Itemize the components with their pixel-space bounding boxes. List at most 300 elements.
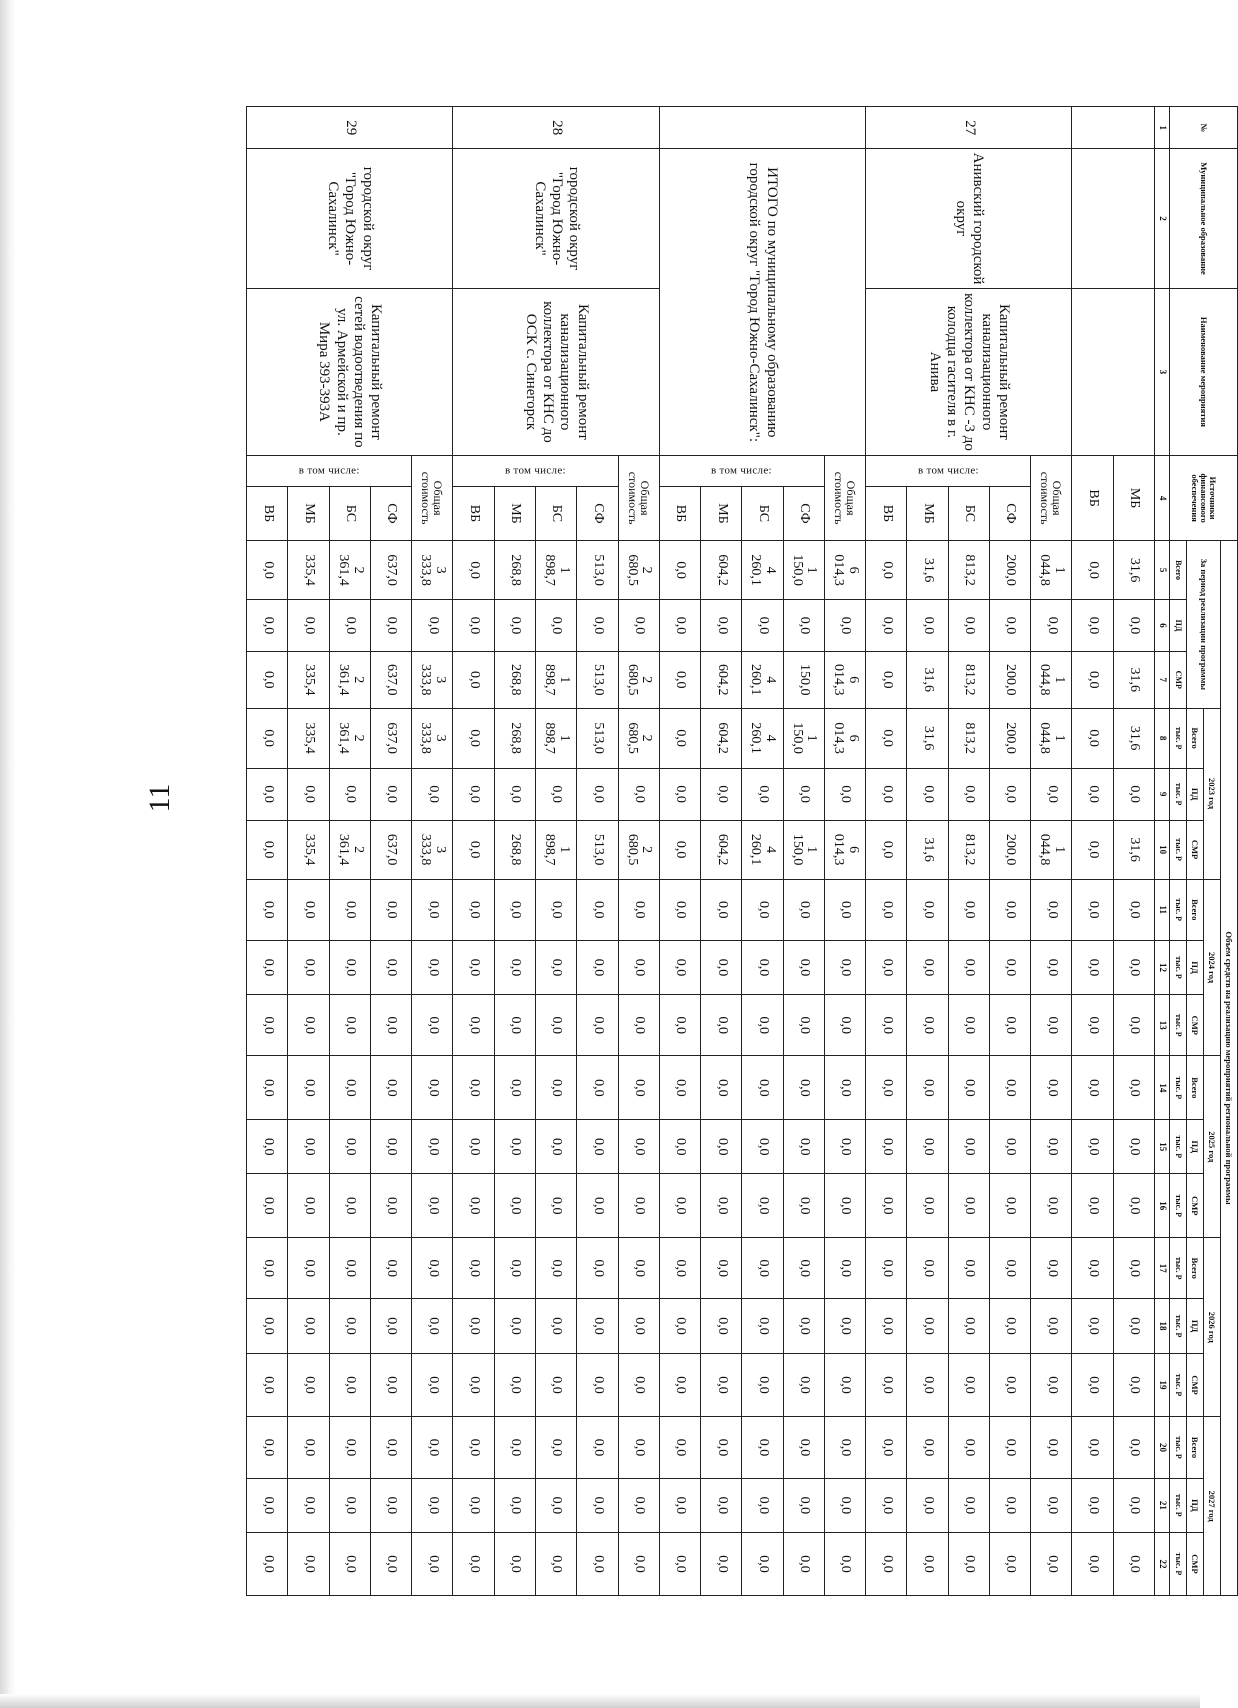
value-cell: 0,0 (701, 1056, 742, 1120)
value-cell: 1 150,0 (783, 541, 824, 600)
table-row (1113, 107, 1154, 1596)
table-row (824, 107, 865, 1596)
header-year: 2025 год (1204, 1056, 1221, 1238)
value-cell: 0,0 (247, 1478, 288, 1532)
header-sub-total: Всего (1170, 541, 1187, 600)
value-cell: 0,0 (1072, 1478, 1113, 1532)
value-cell: 0,0 (247, 879, 288, 940)
value-cell: 0,0 (948, 1056, 989, 1120)
value-cell: 0,0 (989, 940, 1030, 994)
header-sub-pd: ПД (1187, 1120, 1204, 1174)
value-cell: 0,0 (1113, 1478, 1154, 1532)
value-cell: 0,0 (1072, 708, 1113, 768)
value-cell: 0,0 (1072, 879, 1113, 940)
source-cell: ВБ (866, 486, 907, 540)
value-cell: 0,0 (329, 1417, 370, 1478)
header-sub-smr: СМР (1187, 1532, 1204, 1595)
value-cell: 0,0 (1031, 1478, 1072, 1532)
value-cell: 0,0 (742, 1120, 783, 1174)
row-number (659, 107, 865, 149)
value-cell: 0,0 (494, 1238, 535, 1299)
value-cell: 3 333,8 (412, 541, 453, 600)
value-cell: 0,0 (618, 1299, 659, 1353)
value-cell: 0,0 (247, 820, 288, 879)
value-cell: 31,6 (1113, 541, 1154, 600)
value-cell: 2 680,5 (618, 820, 659, 879)
header-unit: тыс. Р (1170, 995, 1187, 1056)
value-cell: 0,0 (989, 1299, 1030, 1353)
value-cell: 4 260,1 (742, 708, 783, 768)
table-row (412, 107, 453, 1596)
value-cell: 268,8 (494, 708, 535, 768)
value-cell: 0,0 (577, 995, 618, 1056)
value-cell: 2 361,4 (329, 541, 370, 600)
value-cell: 0,0 (1113, 940, 1154, 994)
value-cell: 0,0 (866, 995, 907, 1056)
header-sub-pd: ПД (1170, 600, 1187, 652)
value-cell: 3 333,8 (412, 820, 453, 879)
header-unit: тыс. Р (1170, 1120, 1187, 1174)
column-number: 4 (1155, 456, 1170, 541)
value-cell: 0,0 (659, 1056, 700, 1120)
column-number: 8 (1155, 708, 1170, 768)
source-cell: СФ (577, 486, 618, 540)
value-cell: 813,2 (948, 708, 989, 768)
value-cell: 0,0 (1113, 1056, 1154, 1120)
value-cell: 0,0 (288, 1120, 329, 1174)
value-cell: 637,0 (370, 820, 411, 879)
value-cell: 0,0 (453, 768, 494, 820)
value-cell: 0,0 (783, 600, 824, 652)
value-cell: 0,0 (536, 1532, 577, 1595)
value-cell: 0,0 (1113, 1299, 1154, 1353)
value-cell: 0,0 (989, 600, 1030, 652)
value-cell: 0,0 (1113, 1532, 1154, 1595)
municipality-cell: городской округ "Город Южно-Сахалинск" (453, 149, 659, 288)
value-cell: 0,0 (1072, 600, 1113, 652)
value-cell: 0,0 (824, 1478, 865, 1532)
value-cell: 0,0 (494, 1056, 535, 1120)
value-cell: 0,0 (288, 995, 329, 1056)
value-cell: 0,0 (907, 1120, 948, 1174)
value-cell: 0,0 (701, 1478, 742, 1532)
header-sub-total: Всего (1187, 1417, 1204, 1478)
value-cell: 0,0 (577, 940, 618, 994)
value-cell: 0,0 (742, 600, 783, 652)
scan-edge (0, 0, 16, 1708)
value-cell: 0,0 (247, 651, 288, 708)
table-row (1031, 107, 1072, 1596)
source-cell: МБ (288, 486, 329, 540)
value-cell: 0,0 (288, 1056, 329, 1120)
header-year: 2024 год (1204, 879, 1221, 1056)
value-cell: 0,0 (907, 879, 948, 940)
value-cell: 0,0 (1072, 1353, 1113, 1417)
value-cell: 0,0 (989, 1174, 1030, 1238)
value-cell: 6 014,3 (824, 541, 865, 600)
value-cell: 0,0 (370, 1174, 411, 1238)
value-cell: 0,0 (907, 1299, 948, 1353)
header-sub-smr: СМР (1187, 995, 1204, 1056)
column-number: 22 (1155, 1532, 1170, 1595)
value-cell: 0,0 (412, 1478, 453, 1532)
value-cell: 0,0 (494, 1353, 535, 1417)
value-cell: 0,0 (783, 1174, 824, 1238)
value-cell: 0,0 (370, 1238, 411, 1299)
source-cell: ВБ (453, 486, 494, 540)
value-cell: 200,0 (989, 541, 1030, 600)
value-cell: 0,0 (618, 940, 659, 994)
value-cell: 0,0 (783, 1532, 824, 1595)
source-cell: ВБ (1072, 456, 1113, 541)
value-cell: 0,0 (783, 940, 824, 994)
value-cell: 0,0 (618, 1417, 659, 1478)
value-cell: 0,0 (1113, 879, 1154, 940)
value-cell: 0,0 (247, 995, 288, 1056)
value-cell: 0,0 (494, 1174, 535, 1238)
value-cell: 31,6 (907, 820, 948, 879)
value-cell: 0,0 (659, 1238, 700, 1299)
value-cell: 0,0 (659, 1478, 700, 1532)
header-unit: тыс. Р (1170, 1174, 1187, 1238)
value-cell: 0,0 (288, 768, 329, 820)
header-unit: тыс. Р (1170, 1353, 1187, 1417)
value-cell: 0,0 (783, 1120, 824, 1174)
header-unit: тыс. Р (1170, 879, 1187, 940)
value-cell: 0,0 (412, 1353, 453, 1417)
financing-table (246, 106, 1238, 1596)
value-cell: 0,0 (1072, 768, 1113, 820)
value-cell: 0,0 (370, 768, 411, 820)
column-number: 10 (1155, 820, 1170, 879)
value-cell: 0,0 (453, 541, 494, 600)
value-cell: 604,2 (701, 651, 742, 708)
value-cell: 0,0 (824, 940, 865, 994)
including-label: в том числе: (247, 456, 412, 487)
value-cell: 1 044,8 (1031, 708, 1072, 768)
value-cell: 0,0 (1113, 1174, 1154, 1238)
value-cell: 0,0 (536, 995, 577, 1056)
value-cell: 513,0 (577, 651, 618, 708)
value-cell: 0,0 (453, 1238, 494, 1299)
column-number: 3 (1155, 288, 1170, 456)
value-cell: 637,0 (370, 651, 411, 708)
value-cell: 0,0 (247, 1238, 288, 1299)
value-cell: 0,0 (370, 995, 411, 1056)
value-cell: 1 150,0 (783, 708, 824, 768)
including-label: в том числе: (453, 456, 618, 487)
value-cell: 0,0 (948, 879, 989, 940)
value-cell: 0,0 (288, 600, 329, 652)
value-cell: 0,0 (536, 1056, 577, 1120)
value-cell: 0,0 (453, 995, 494, 1056)
value-cell: 0,0 (659, 1417, 700, 1478)
value-cell: 0,0 (536, 1174, 577, 1238)
value-cell: 0,0 (742, 1353, 783, 1417)
value-cell: 0,0 (948, 1238, 989, 1299)
value-cell: 0,0 (1072, 820, 1113, 879)
source-cell: Общая стоимость (618, 456, 659, 541)
value-cell: 0,0 (329, 1478, 370, 1532)
value-cell: 0,0 (618, 1120, 659, 1174)
value-cell: 2 361,4 (329, 820, 370, 879)
value-cell: 0,0 (247, 600, 288, 652)
header-sub-smr: СМР (1187, 820, 1204, 879)
source-cell: Общая стоимость (824, 456, 865, 541)
value-cell: 0,0 (453, 1299, 494, 1353)
column-number: 15 (1155, 1120, 1170, 1174)
source-cell: МБ (494, 486, 535, 540)
source-cell: ВБ (247, 486, 288, 540)
value-cell: 0,0 (247, 708, 288, 768)
value-cell: 6 014,3 (824, 820, 865, 879)
header-sub-total: Всего (1187, 1056, 1204, 1120)
value-cell: 0,0 (412, 1532, 453, 1595)
header-unit: тыс. Р (1170, 820, 1187, 879)
value-cell: 0,0 (412, 600, 453, 652)
value-cell: 4 260,1 (742, 651, 783, 708)
value-cell: 268,8 (494, 541, 535, 600)
value-cell: 0,0 (866, 1478, 907, 1532)
value-cell: 0,0 (701, 600, 742, 652)
value-cell: 0,0 (659, 1120, 700, 1174)
value-cell: 0,0 (1113, 1353, 1154, 1417)
value-cell: 0,0 (536, 1417, 577, 1478)
header-no: № (1170, 107, 1238, 149)
value-cell: 813,2 (948, 820, 989, 879)
value-cell: 1 898,7 (536, 708, 577, 768)
value-cell: 0,0 (329, 1238, 370, 1299)
value-cell: 0,0 (866, 541, 907, 600)
value-cell: 335,4 (288, 708, 329, 768)
value-cell: 335,4 (288, 820, 329, 879)
header-year: 2026 год (1204, 1238, 1221, 1417)
value-cell: 31,6 (1113, 708, 1154, 768)
column-number: 9 (1155, 768, 1170, 820)
value-cell: 0,0 (866, 1056, 907, 1120)
value-cell: 0,0 (948, 1353, 989, 1417)
value-cell: 0,0 (701, 1417, 742, 1478)
value-cell: 0,0 (288, 1478, 329, 1532)
value-cell: 0,0 (866, 768, 907, 820)
value-cell: 1 898,7 (536, 541, 577, 600)
value-cell: 0,0 (1031, 768, 1072, 820)
value-cell: 0,0 (618, 995, 659, 1056)
value-cell: 0,0 (742, 1238, 783, 1299)
value-cell: 0,0 (412, 995, 453, 1056)
value-cell: 31,6 (1113, 820, 1154, 879)
column-number: 18 (1155, 1299, 1170, 1353)
value-cell: 0,0 (824, 1353, 865, 1417)
value-cell: 0,0 (907, 600, 948, 652)
value-cell: 0,0 (288, 879, 329, 940)
row-number: 29 (247, 107, 453, 149)
value-cell: 0,0 (577, 1532, 618, 1595)
value-cell: 0,0 (577, 768, 618, 820)
value-cell: 0,0 (866, 1299, 907, 1353)
value-cell: 0,0 (618, 1478, 659, 1532)
value-cell: 0,0 (659, 1299, 700, 1353)
value-cell: 0,0 (494, 1299, 535, 1353)
value-cell: 2 680,5 (618, 541, 659, 600)
value-cell: 0,0 (701, 879, 742, 940)
value-cell: 0,0 (1031, 1238, 1072, 1299)
value-cell: 0,0 (370, 600, 411, 652)
value-cell: 0,0 (370, 1478, 411, 1532)
source-cell: БС (536, 486, 577, 540)
value-cell: 0,0 (1031, 600, 1072, 652)
including-label: в том числе: (866, 456, 1031, 487)
value-cell: 0,0 (618, 1532, 659, 1595)
value-cell: 0,0 (1072, 651, 1113, 708)
value-cell: 0,0 (618, 1056, 659, 1120)
value-cell: 0,0 (618, 1238, 659, 1299)
value-cell: 4 260,1 (742, 541, 783, 600)
value-cell: 0,0 (1072, 1056, 1113, 1120)
value-cell: 0,0 (989, 1353, 1030, 1417)
value-cell: 0,0 (1113, 768, 1154, 820)
column-number: 19 (1155, 1353, 1170, 1417)
value-cell: 1 044,8 (1031, 541, 1072, 600)
source-cell: СФ (989, 486, 1030, 540)
value-cell: 0,0 (989, 1417, 1030, 1478)
value-cell: 0,0 (577, 1478, 618, 1532)
value-cell: 0,0 (701, 768, 742, 820)
value-cell: 0,0 (494, 1532, 535, 1595)
page-number: 11 (143, 783, 176, 813)
value-cell: 0,0 (247, 1299, 288, 1353)
column-number: 1 (1155, 107, 1170, 149)
value-cell: 0,0 (866, 1174, 907, 1238)
value-cell: 0,0 (494, 995, 535, 1056)
value-cell: 0,0 (453, 1120, 494, 1174)
column-number: 16 (1155, 1174, 1170, 1238)
value-cell: 0,0 (247, 1532, 288, 1595)
value-cell: 0,0 (370, 1120, 411, 1174)
column-number: 5 (1155, 541, 1170, 600)
value-cell: 0,0 (247, 1174, 288, 1238)
value-cell: 813,2 (948, 651, 989, 708)
value-cell: 0,0 (370, 1417, 411, 1478)
municipality-cell: городской округ "Город Южно-Сахалинск" (247, 149, 453, 288)
value-cell: 0,0 (907, 768, 948, 820)
value-cell: 0,0 (948, 600, 989, 652)
header-sub-smr: СМР (1187, 1353, 1204, 1417)
value-cell: 0,0 (577, 1120, 618, 1174)
value-cell: 0,0 (783, 1238, 824, 1299)
value-cell: 0,0 (329, 1174, 370, 1238)
value-cell: 0,0 (329, 1120, 370, 1174)
value-cell: 0,0 (989, 1120, 1030, 1174)
value-cell: 0,0 (701, 1238, 742, 1299)
scan-bottom-edge (0, 1694, 1200, 1708)
value-cell: 0,0 (536, 940, 577, 994)
value-cell: 0,0 (412, 879, 453, 940)
value-cell: 0,0 (1072, 1238, 1113, 1299)
value-cell: 0,0 (824, 600, 865, 652)
value-cell: 0,0 (288, 1238, 329, 1299)
value-cell: 0,0 (618, 1174, 659, 1238)
value-cell: 0,0 (1031, 1299, 1072, 1353)
value-cell: 0,0 (783, 1299, 824, 1353)
value-cell: 0,0 (907, 995, 948, 1056)
value-cell: 0,0 (1031, 1174, 1072, 1238)
value-cell: 0,0 (1072, 995, 1113, 1056)
value-cell: 0,0 (907, 1238, 948, 1299)
column-number: 17 (1155, 1238, 1170, 1299)
value-cell: 0,0 (701, 1532, 742, 1595)
value-cell: 0,0 (948, 995, 989, 1056)
header-sub-pd: ПД (1187, 768, 1204, 820)
value-cell: 0,0 (659, 820, 700, 879)
value-cell: 0,0 (701, 1353, 742, 1417)
value-cell: 0,0 (824, 1238, 865, 1299)
header-sub-smr: СМР (1187, 1174, 1204, 1238)
value-cell: 0,0 (866, 879, 907, 940)
value-cell: 0,0 (866, 1417, 907, 1478)
value-cell: 0,0 (907, 1174, 948, 1238)
value-cell: 0,0 (288, 940, 329, 994)
column-number: 11 (1155, 879, 1170, 940)
value-cell: 31,6 (907, 651, 948, 708)
value-cell: 0,0 (1072, 1120, 1113, 1174)
value-cell: 0,0 (659, 651, 700, 708)
value-cell: 513,0 (577, 708, 618, 768)
value-cell: 0,0 (1031, 995, 1072, 1056)
row-number: 28 (453, 107, 659, 149)
value-cell: 0,0 (494, 879, 535, 940)
value-cell: 604,2 (701, 541, 742, 600)
value-cell: 0,0 (412, 940, 453, 994)
row-number (1072, 107, 1155, 149)
column-number: 20 (1155, 1417, 1170, 1478)
value-cell: 0,0 (659, 940, 700, 994)
value-cell: 200,0 (989, 820, 1030, 879)
value-cell: 0,0 (370, 1353, 411, 1417)
value-cell: 0,0 (618, 879, 659, 940)
value-cell: 0,0 (453, 651, 494, 708)
value-cell: 0,0 (948, 1417, 989, 1478)
value-cell: 0,0 (989, 1238, 1030, 1299)
value-cell: 0,0 (329, 1532, 370, 1595)
header-municipality: Муниципальное образование (1170, 149, 1238, 288)
value-cell: 0,0 (659, 1353, 700, 1417)
value-cell: 0,0 (453, 1353, 494, 1417)
value-cell: 0,0 (536, 1120, 577, 1174)
value-cell: 0,0 (494, 600, 535, 652)
value-cell: 0,0 (783, 1417, 824, 1478)
value-cell: 0,0 (1031, 1532, 1072, 1595)
rotated-table-container (246, 106, 1238, 1596)
value-cell: 0,0 (247, 1056, 288, 1120)
value-cell: 31,6 (907, 541, 948, 600)
header-unit: тыс. Р (1170, 1417, 1187, 1478)
value-cell: 0,0 (577, 1299, 618, 1353)
source-cell: БС (329, 486, 370, 540)
header-unit: тыс. Р (1170, 1478, 1187, 1532)
header-sources: Источники финансового обеспечения (1170, 456, 1238, 541)
value-cell: 1 044,8 (1031, 651, 1072, 708)
header-sub-pd: ПД (1187, 940, 1204, 994)
activity-cell: Капитальный ремонт канализационного коллектора от КНС -3 до колодца гасителя в г. Анива (866, 288, 1072, 456)
value-cell: 0,0 (783, 1353, 824, 1417)
value-cell: 0,0 (536, 1353, 577, 1417)
value-cell: 0,0 (577, 1056, 618, 1120)
value-cell: 0,0 (701, 1299, 742, 1353)
value-cell: 0,0 (989, 768, 1030, 820)
value-cell: 2 680,5 (618, 651, 659, 708)
value-cell: 268,8 (494, 820, 535, 879)
